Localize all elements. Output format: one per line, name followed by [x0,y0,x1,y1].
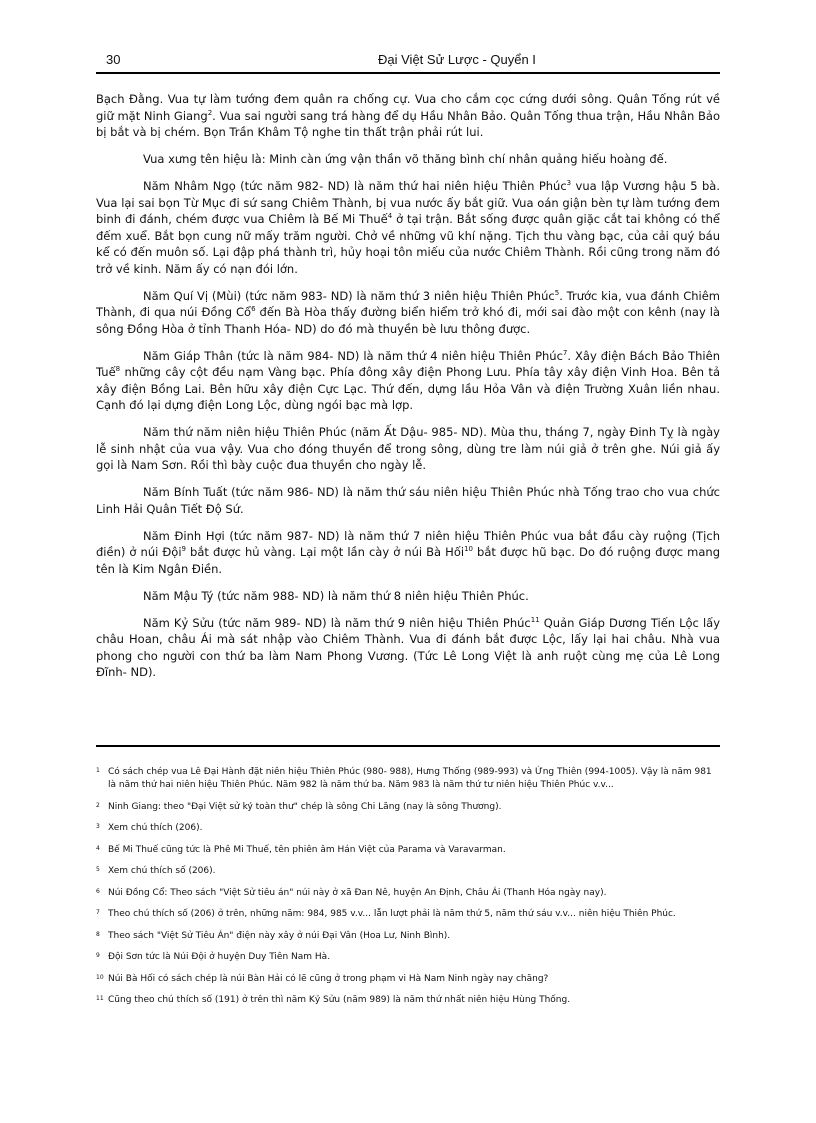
footnote [96,822,720,835]
footnote-text: Xem chú thích (206). [108,823,203,833]
footnote-text: Cũng theo chú thích số (191) ở trên thì năm Kỷ Sửu (năm 989) là năm thứ nhất niên hiệu Hùng Thống. [108,995,571,1005]
footnote-ref[interactable]: 7 [562,348,568,357]
paragraph-text: . Vua sai người sang trá hàng để dụ Hầu Nhân Bảo. Quân Tống thua trận, Hầu Nhân Bảo bị bắt và bị chém. Bọn Trần Khâm Tộ nghe tin thất trận phải rút lui. [96,108,720,139]
paragraph-text: Năm Nhâm Ngọ (tức năm 982- ND) là năm thứ hai niên hiệu Thiên Phúc [143,179,567,193]
footnote [96,887,720,900]
footnote-ref[interactable]: 11 [530,615,540,624]
footnote-mark: 2 [96,801,100,809]
footnote-mark: 4 [96,844,100,852]
paragraph-text: ở tại trận. Bắt sống được quân giặc cắt tai không có thể đếm xuể. Bắt bọn cung nữ mấy trăm người. Chở về những vũ khí nặng. Tịch thu vàng bạc, của cải quý báu kể có đến muôn số. Lại đập phá thành trì, hủy hoại tôn miếu của nước Chiêm Thành. Rồi cũng trong năm đó trở về kinh. Năm ấy có nạn đói lớn. [96,212,720,276]
footnote [96,801,720,814]
paragraph [96,288,720,338]
footnote-mark: 6 [96,887,100,895]
footnote-text: Núi Bà Hối có sách chép là núi Bàn Hải có lẽ cũng ở trong phạm vi Hà Nam Ninh ngày nay chăng? [108,973,549,984]
footnote-ref[interactable]: 2 [207,108,213,117]
footnote [96,844,720,857]
paragraph-text: Bạch Đằng. Vua tự làm tướng đem quân ra chống cự. Vua cho cắm cọc cứng dưới sông. Quân Tống rút về giữ mặt Ninh Giang [96,92,720,123]
footnote [96,865,720,878]
footnote-text: Bế Mi Thuế cũng tức là Phê Mi Thuế, tên phiên âm Hán Việt của Parama và Varavarman. [108,844,506,855]
footnote-mark: 11 [96,995,104,1002]
footnote-text: Theo chú thích số (206) ở trên, những năm: 984, 985 v.v... lẫn lượt phải là năm thứ 5, năm thứ sáu v.v... niên hiệu Thiên Phúc. [108,909,676,919]
paragraph-text: bắt được hủ vàng. Lại một lần cày ở núi Bà Hối [185,545,465,559]
footnote-ref[interactable]: 10 [464,545,473,554]
paragraph [96,588,720,605]
paragraph-text: . Trước kia, vua đánh Chiêm Thành, đi qua núi Đồng Cổ [96,288,721,319]
paragraph-text: Năm Đinh Hợi (tức năm 987- ND) là năm thứ 7 niên hiệu Thiên Phúc vua bắt đầu cày ruộng (Tịch điền) ở núi Đội [96,528,720,559]
paragraph [96,91,720,141]
paragraph [96,484,720,517]
footnote [96,951,720,964]
paragraph-text: những cây cột đều nạm Vàng bạc. Phía đông xây điện Phong Lưu. Phía tây xây điện Vinh Hoa. Bên tả xây điện Bồng Lai. Bên hữu xây điện Cực Lạc. Thứ đến, dựng lầu Hỏa Vân và điện Trường Xuân liền nhau. Cạnh đó lại dựng điện Long Lộc, dùng ngói bạc mà lợp. [96,365,720,412]
footnote-mark: 5 [96,866,100,873]
paragraph-text: Năm Mậu Tý (tức năm 988- ND) là năm thứ 8 niên hiệu Thiên Phúc. [143,588,529,603]
paragraph-text: Vua xưng tên hiệu là: Minh càn ứng vận thần võ thăng bình chí nhân quảng hiếu hoàng đế. [143,152,668,166]
footnote [96,766,720,792]
paragraph [96,424,720,474]
footnote-mark: 10 [96,973,104,981]
running-title: Đại Việt Sử Lược - Quyển I [378,52,536,67]
footnote-text: Ninh Giang: theo "Đại Việt sử ký toàn thư" chép là sông Chi Lăng (nay là sông Thương). [108,801,502,812]
footnote-text: Theo sách "Việt Sử Tiêu Án" điện này xây ở núi Đại Vân (Hoa Lư, Ninh Bình). [108,930,451,941]
footnote [96,930,720,943]
footnote-ref[interactable]: 8 [115,365,121,374]
footnote-ref[interactable]: 5 [554,288,560,297]
paragraph [96,528,720,578]
paragraph-text: đến Bà Hòa thấy đường biển hiểm trở khó đi, mới sai đào một con kênh (nay là sông Đồng Hòa ở tỉnh Thanh Hóa- ND) do đó mà thuyền bè lưu thông được. [96,305,720,336]
page-header [96,50,720,74]
footnote-text: Có sách chép vua Lê Đại Hành đặt niên hiệu Thiên Phúc (980- 988), Hưng Thống (989-993) và Ứng Thiên (994-1005). Vậy là năm 981 là năm thứ hai niên hiệu Thiên Phúc. Năm 982 là năm thứ ba. Năm 983 là năm thứ tư niên hiệu Thiên Phúc v.v... [108,767,712,790]
paragraph-text: Năm Bính Tuất (tức năm 986- ND) là năm thứ sáu niên hiệu Thiên Phúc nhà Tống trao cho vua chức Linh Hải Quân Tiết Độ Sứ. [96,485,720,516]
paragraph [96,348,720,414]
footnote-ref[interactable]: 4 [387,212,393,221]
footnote-divider [96,745,720,747]
paragraph-text: . Xây điện Bách Bảo Thiên Tuế [96,348,720,379]
footnote-ref[interactable]: 9 [181,545,186,554]
footnote-mark: 8 [96,930,100,938]
paragraph-text: Năm thứ năm niên hiệu Thiên Phúc (năm Ất Dậu- 985- ND). Mùa thu, tháng 7, ngày Đinh Tỵ là ngày lễ sinh nhật của vua vậy. Vua cho đóng thuyền để trong sông, dùng tre làm núi giả ở trên ghe. Núi giả ấy gọi là Nam Sơn. Rồi thì bày cuộc đua thuyền cho ngày lễ. [96,425,720,472]
paragraph [96,178,720,277]
paragraph-text: Năm Giáp Thân (tức là năm 984- ND) là năm thứ 4 niên hiệu Thiên Phúc [143,348,563,363]
paragraph-text: Năm Kỷ Sửu (tức năm 989- ND) là năm thứ 9 niên hiệu Thiên Phúc [143,615,531,630]
footnote-text: Núi Đồng Cổ: Theo sách "Việt Sử tiêu án" núi này ở xã Đan Nê, huyện An Định, Châu Ái (Thanh Hóa ngày nay). [108,887,607,898]
paragraph-text: bắt được hũ bạc. Do đó ruộng được mang tên là Kim Ngân Điền. [96,545,720,576]
footnote-mark: 9 [96,952,100,959]
footnote [96,908,720,921]
paragraph [96,615,720,681]
footnote-text: Đội Sơn tức là Núi Đội ở huyện Duy Tiên Nam Hà. [108,952,331,962]
footnote-mark: 3 [96,823,100,830]
footnote-mark: 7 [96,909,100,916]
footnote [96,973,720,986]
paragraph-text: Năm Quí Vị (Mùi) (tức năm 983- ND) là năm thứ 3 niên hiệu Thiên Phúc [143,288,555,303]
page-number: 30 [106,52,121,67]
footnote-ref[interactable]: 3 [566,179,572,188]
paragraph [96,151,720,168]
footnote-ref[interactable]: 6 [251,305,256,314]
footnote [96,994,720,1007]
footnote-text: Xem chú thích số (206). [108,866,216,876]
footnotes [96,766,720,1016]
paragraph-text: vua lập Vương hậu 5 bà. Vua lại sai bọn Từ Mục đi sứ sang Chiêm Thành, bị vua nước ấy bắt giữ. Vua oán giận bèn tự làm tướng đem binh đi đánh, chém được vua Chiêm là Bế Mi Thuế [96,179,720,226]
paragraph-text: Quản Giáp Dương Tiến Lộc lấy châu Hoan, châu Ái mà sát nhập vào Chiêm Thành. Vua đi đánh bắt được Lộc, lấy lại hai châu. Nhà vua phong cho người con thứ ba làm Nam Phong Vương. (Tức Lê Long Việt là anh ruột cùng mẹ của Lê Long Đĩnh- ND). [96,615,720,679]
body-text [96,91,720,691]
footnote-mark: 1 [96,767,100,774]
